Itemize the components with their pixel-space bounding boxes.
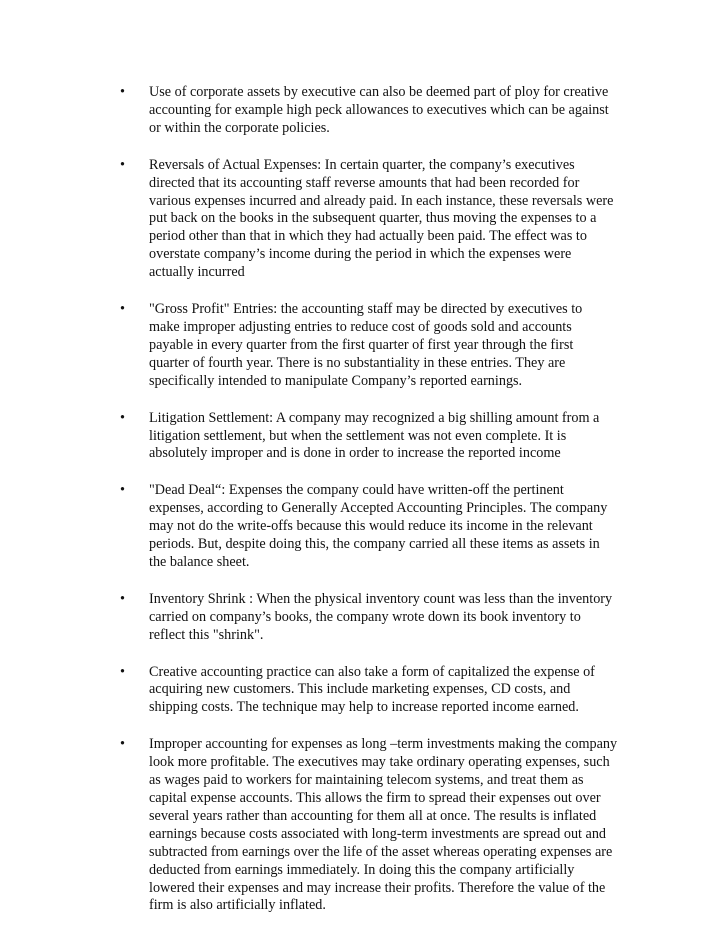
text-line: periods. But, despite doing this, the company carried all these items as assets in	[149, 536, 600, 553]
text-line: payable in every quarter from the first quarter of first year through the first	[149, 336, 574, 353]
text-line: Use of corporate assets by executive can also be deemed part of ploy for creative	[149, 84, 609, 100]
text-line: absolutely improper and is done in order to increase the reported income	[149, 445, 561, 462]
bullet-item	[117, 84, 629, 138]
bullet-marker: •	[120, 84, 125, 100]
text-line: may not do the write-offs because this would reduce its income in the relevant	[149, 518, 593, 535]
text-line: lowered their expenses and may increase their profits. Therefore the value of the	[149, 879, 606, 896]
text-line: "Gross Profit" Entries: the accounting staff may be directed by executives to	[149, 301, 583, 318]
bullet-marker: •	[120, 736, 125, 753]
text-line: litigation settlement, but when the settlement was not even complete. It is	[149, 427, 567, 444]
bullet-marker: •	[120, 301, 125, 318]
bullet-marker: •	[120, 590, 125, 607]
text-line: earnings because costs associated with long-term investments are spread out and	[149, 825, 607, 842]
bullet-marker: •	[120, 156, 125, 173]
text-line: actually incurred	[149, 264, 245, 281]
text-line: deducted from earnings immediately. In doing this the company artificially	[149, 861, 575, 878]
text-line: overstate company’s income during the period in which the expenses were	[149, 246, 572, 263]
bullet-marker: •	[120, 482, 125, 499]
text-line: accounting for example high peck allowances to executives which can be against	[149, 101, 609, 118]
text-line: look more profitable. The executives may take ordinary operating expenses, such	[149, 754, 610, 771]
bullet-marker: •	[120, 409, 125, 426]
text-line: or within the corporate policies.	[149, 119, 330, 136]
text-line: several years rather than accounting for them all at once. The results is inflated	[149, 807, 597, 824]
text-line: put back on the books in the subsequent quarter, thus moving the expenses to a	[149, 210, 597, 227]
bullet-item	[117, 482, 629, 572]
text-line: capital expense accounts. This allows the firm to spread their expenses out over	[149, 790, 601, 806]
text-line: subtracted from earnings over the life of the asset whereas operating expenses are	[149, 843, 613, 860]
text-line: the balance sheet.	[149, 553, 250, 570]
text-line: shipping costs. The technique may help to increase reported income earned.	[149, 699, 579, 716]
text-line: firm is also artificially inflated.	[149, 897, 326, 914]
text-line: quarter of fourth year. There is no substantiality in these entries. They are	[149, 354, 566, 371]
bullet-marker: •	[120, 663, 125, 680]
text-line: Inventory Shrink : When the physical inventory count was less than the inventory	[149, 590, 613, 607]
bullet-item	[117, 591, 629, 645]
text-line: period other than that in which they had actually been paid. The effect was to	[149, 228, 587, 245]
text-line: Creative accounting practice can also take a form of capitalized the expense of	[149, 663, 595, 680]
text-line: Reversals of Actual Expenses: In certain quarter, the company’s executives	[149, 156, 575, 173]
text-line: directed that its accounting staff reverse amounts that had been recorded for	[149, 174, 580, 191]
bullet-item	[117, 736, 629, 915]
text-line: Litigation Settlement: A company may recognized a big shilling amount from a	[149, 409, 600, 426]
text-line: "Dead Deal“: Expenses the company could have written-off the pertinent	[149, 482, 564, 499]
bullet-item	[117, 664, 629, 718]
text-line: specifically intended to manipulate Company’s reported earnings.	[149, 372, 523, 389]
bullet-item	[117, 410, 629, 464]
text-line: expenses, according to Generally Accepted Accounting Principles. The company	[149, 500, 608, 517]
text-line: reflect this "shrink".	[149, 626, 264, 643]
text-line: carried on company’s books, the company wrote down its book inventory to	[149, 608, 581, 625]
text-line: various expenses incurred and already paid. In each instance, these reversals were	[149, 192, 614, 209]
text-line: make improper adjusting entries to reduce cost of goods sold and accounts	[149, 318, 572, 335]
text-line: as wages paid to workers for maintaining telecom systems, and treat them as	[149, 772, 584, 789]
bullet-item	[117, 157, 629, 282]
bullet-item	[117, 301, 629, 391]
text-line: acquiring new customers. This include marketing expenses, CD costs, and	[149, 681, 571, 698]
bullet-list	[117, 84, 629, 934]
text-line: Improper accounting for expenses as long –term investments making the company	[149, 736, 618, 753]
